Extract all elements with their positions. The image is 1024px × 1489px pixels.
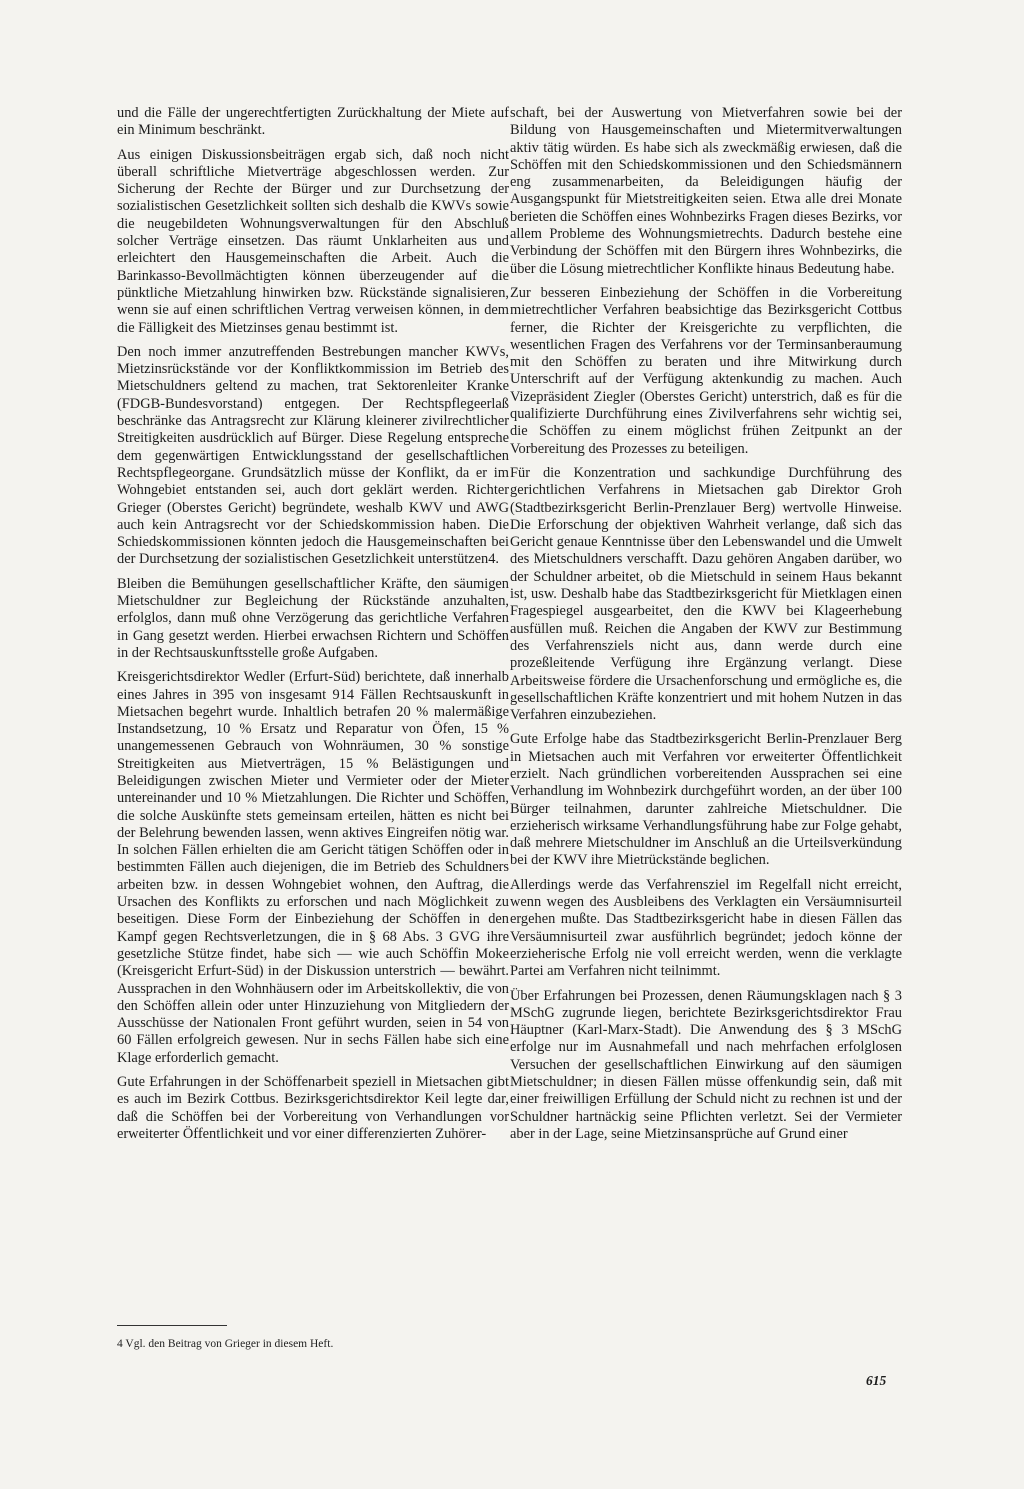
left-text-column bbox=[117, 105, 509, 1150]
paragraph: Zur besseren Einbeziehung der Schöffen in die Vorbereitung mietrechtlicher Verfahren beabsichtige das Bezirksgericht Cottbus ferner, die Richter der Kreisgerichte zu verpflichten, die wesentlichen Fragen des Verfahrens vor der Terminsanberaumung mit den Schöffen zu beraten und ihre Mitwirkung durch Unterschrift auf der Verfügung aktenkundig zu machen. Auch Vizepräsident Ziegler (Oberstes Gericht) unterstrich, daß es für die qualifizierte Durchführung eines Zivilverfahrens sehr wichtig sei, die Schöffen zu einem möglichst frühen Zeitpunkt an der Vorbereitung des Prozesses zu beteiligen. bbox=[510, 284, 902, 457]
paragraph: Allerdings werde das Verfahrensziel im Regelfall nicht erreicht, wenn wegen des Ausbleibens des Verklagten ein Versäumnisurteil ergehen mußte. Das Stadtbezirksgericht habe in diesen Fällen das Versäumnisurteil zwar ausführlich begründet; jedoch könne der erzieherische Erfolg nie voll erreicht werden, wenn die verklagte Partei am Verfahren nicht teilnimmt. bbox=[510, 876, 902, 980]
right-text-column bbox=[510, 105, 902, 1150]
paragraph: Bleiben die Bemühungen gesellschaftlicher Kräfte, den säumigen Mietschuldner zur Begleichung der Rückstände anzuhalten, erfolglos, dann muß ohne Verzögerung das gerichtliche Verfahren in Gang gesetzt werden. Hierbei erwachsen Richtern und Schöffen in der Rechtsauskunftsstelle große Aufgaben. bbox=[117, 575, 509, 661]
paragraph: und die Fälle der ungerechtfertigten Zurückhaltung der Miete auf ein Minimum beschränkt. bbox=[117, 105, 509, 139]
paragraph: Über Erfahrungen bei Prozessen, denen Räumungsklagen nach § 3 MSchG zugrunde liegen, berichtete Bezirksgerichtsdirektor Frau Häuptner (Karl-Marx-Stadt). Die Anwendung des § 3 MSchG erfolge nur im Ausnahmefall und nach mehrfachen erfolglosen Versuchen der gesellschaftlichen Einwirkung auf den säumigen Mietschuldner; in diesen Fällen müsse offenkundig sein, daß mit einer freiwilligen Erfüllung der Schuld nicht zu rechnen ist und der Schuldner hartnäckig seine Pflichten verletzt. Sei der Vermieter aber in der Lage, seine Mietzinsansprüche auf Grund einer bbox=[510, 987, 902, 1142]
paragraph: schaft, bei der Auswertung von Mietverfahren sowie bei der Bildung von Hausgemeinschaften und Mietermitverwaltungen aktiv tätig würden. Es habe sich als zweckmäßig erwiesen, daß die Schöffen mit den Schiedskommissionen und den Schiedsmännern eng zusammenarbeiten, da Beleidigungen häufig der Ausgangspunkt für Mietstreitigkeiten seien. Etwa alle drei Monate berieten die Schöffen eines Wohnbezirks Fragen dieses Bezirks, vor allem Probleme des Wohnungsmietrechts. Dadurch bestehe eine Verbindung der Schöffen mit den Bürgern ihres Wohnbezirks, die über die Lösung mietrechtlicher Konflikte hinaus Bedeutung habe. bbox=[510, 105, 902, 277]
paragraph: Den noch immer anzutreffenden Bestrebungen mancher KWVs, Mietzinsrückstände vor der Konfliktkommission im Betrieb des Mietschuldners geltend zu machen, trat Sektorenleiter Kranke (FDGB-Bundesvorstand) entgegen. Der Rechtspflegeerlaß beschränke das Antragsrecht zur Klärung kleinerer zivilrechtlicher Streitigkeiten ausdrücklich auf Bürger. Diese Regelung entspreche dem gegenwärtigen Entwicklungsstand der gesellschaftlichen Rechtspflegeorgane. Grundsätzlich müsse der Konflikt, da er im Wohngebiet entstanden sei, auch dort geklärt werden. Richter Grieger (Oberstes Gericht) begründete, weshalb KWV und AWG auch kein Antragsrecht vor der Schiedskommission haben. Die Schiedskommissionen könnten jedoch die Hausgemeinschaften bei der Durchsetzung der sozialistischen Gesetzlichkeit unterstützen4. bbox=[117, 343, 509, 568]
paragraph: Gute Erfolge habe das Stadtbezirksgericht Berlin-Prenzlauer Berg in Mietsachen auch mit Verfahren vor erweiterter Öffentlichkeit erzielt. Nach gründlichen vorbereitenden Aussprachen sei eine Verhandlung im Wohnbezirk durchgeführt worden, an der über 100 Bürger teilnahmen, darunter zahlreiche Mietschuldner. Die erzieherisch wirksame Verhandlungsführung habe zur Folge gehabt, daß mehrere Mietschuldner im Anschluß an die Urteilsverkündung bei der KWV ihre Mietrückstände beglichen. bbox=[510, 731, 902, 869]
paragraph: Für die Konzentration und sachkundige Durchführung des gerichtlichen Verfahrens in Mietsachen gab Direktor Groh (Stadtbezirksgericht Berlin-Prenzlauer Berg) wertvolle Hinweise. Die Erforschung der objektiven Wahrheit verlange, daß sich das Gericht genaue Kenntnisse über den Lebenswandel und die Umwelt des Mietschuldners verschafft. Dazu gehören Angaben darüber, wo der Schuldner arbeitet, ob die Mietschuld in seinem Haus bekannt ist, usw. Deshalb habe das Stadtbezirksgericht für Mietklagen einen Fragespiegel ausgearbeitet, den die KWV bei Klageerhebung ausfüllen muß. Reichen die Angaben der KWV zur Bestimmung des Verfahrensziels nicht aus, dann werde durch eine prozeßleitende Verfügung ihre Ergänzung verlangt. Diese Arbeitsweise fördere die Ursachenforschung und ermögliche es, die gesellschaftlichen Kräfte konzentriert und mit hohem Nutzen in das Verfahren einzubeziehen. bbox=[510, 464, 902, 724]
footnote: 4 Vgl. den Beitrag von Grieger in diesem Heft. bbox=[117, 1338, 334, 1350]
paragraph: Gute Erfahrungen in der Schöffenarbeit speziell in Mietsachen gibt es auch im Bezirk Cottbus. Bezirksgerichtsdirektor Keil legte dar, daß die Schöffen bei der Vorbereitung von Verhandlungen vor erweiterter Öffentlichkeit und vor einer differenzierten Zuhörer- bbox=[117, 1074, 509, 1142]
paragraph: Kreisgerichtsdirektor Wedler (Erfurt-Süd) berichtete, daß innerhalb eines Jahres in 395 von insgesamt 914 Fällen Rechtsauskunft in Mietsachen begehrt wurde. Inhaltlich betrafen 20 % malermäßige Instandsetzung, 10 % Ersatz und Reparatur von Öfen, 15 % unangemessenen Gebrauch von Wohnräumen, 30 % sonstige Streitigkeiten aus Mietverträgen, 15 % Belästigungen und Beleidigungen zwischen Mieter und Vermieter oder der Mieter untereinander und 10 % Mietzahlungen. Die Richter und Schöffen, die solche Auskünfte stets gemeinsam erteilen, hätten es nicht bei der Belehrung bewenden lassen, wenn aktives Eingreifen nötig war. In solchen Fällen erhielten die am Gericht tätigen Schöffen oder in bestimmten Fällen auch diejenigen, die im Betrieb des Schuldners arbeiten bzw. in dessen Wohngebiet wohnen, den Auftrag, die Ursachen des Konflikts zu erforschen und nach Möglichkeit zu beseitigen. Diese Form der Einbeziehung der Schöffen in den Kampf gegen Rechtsverletzungen, die in § 68 Abs. 3 GVG ihre gesetzliche Stütze findet, habe sich — wie auch Schöffin Moke (Kreisgericht Erfurt-Süd) in der Diskussion unterstrich — bewährt. Aussprachen in den Wohnhäusern oder im Arbeitskollektiv, die von den Schöffen allein oder unter Hinzuziehung von Mitgliedern der Ausschüsse der Nationalen Front geführt wurden, seien in 54 von 60 Fällen erfolgreich gewesen. Nur in sechs Fällen habe sich eine Klage erforderlich gemacht. bbox=[117, 669, 509, 1066]
footnote-divider bbox=[117, 1325, 227, 1326]
page-number: 615 bbox=[866, 1373, 887, 1388]
paragraph: Aus einigen Diskussionsbeiträgen ergab sich, daß noch nicht überall schriftliche Mietverträge abgeschlossen werden. Zur Sicherung der Rechte der Bürger und zur Durchsetzung der sozialistischen Gesetzlichkeit sollten sich deshalb die KWVs sowie die neugebildeten Wohnungsverwaltungen für den Abschluß solcher Verträge einsetzen. Das räumt Unklarheiten aus und erleichtert den Hausgemeinschaften die Arbeit. Auch die Barinkasso-Bevollmächtigten können überzeugender auf die pünktliche Mietzahlung hinwirken bzw. Rückstände signalisieren, wenn sie auf einen schriftlichen Vertrag verweisen können, in dem die Fälligkeit des Mietzinses genau bestimmt ist. bbox=[117, 146, 509, 336]
